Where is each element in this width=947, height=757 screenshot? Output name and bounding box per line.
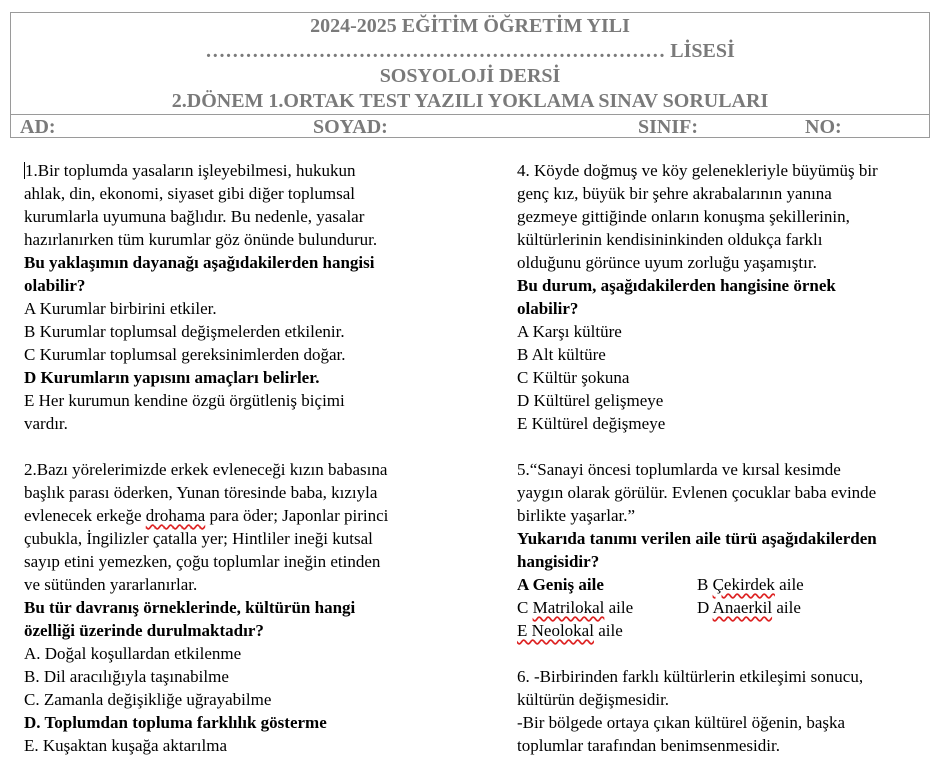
q1-option-a: A Kurumlar birbirini etkiler.: [24, 299, 217, 318]
question-5: [517, 458, 878, 642]
q4-stem-line: genç kız, büyük bir şehre akrabalarının yanına: [517, 184, 832, 203]
q1-stem-line: kurumlarla uyumuna bağlıdır. Bu nedenle, yasalar: [24, 207, 365, 226]
q2-stem-line: ve sütünden yararlanırlar.: [24, 575, 198, 594]
question-4: [517, 159, 878, 435]
question-2: [24, 458, 388, 757]
misspelled-word: Matrilokal: [532, 598, 605, 617]
spacer: [517, 642, 878, 665]
q5-text: aile: [604, 598, 634, 617]
q2-option-e: E. Kuşaktan kuşağa aktarılma: [24, 736, 227, 755]
q2-stem-line: başlık parası öderken, Yunan töresinde baba, kızıyla: [24, 483, 378, 502]
number-label: NO:: [805, 116, 842, 138]
q2-stem-line: 2.Bazı yörelerimizde erkek evleneceği kızın babasına: [24, 460, 388, 479]
spacer: [517, 435, 878, 458]
q4-option-c: C Kültür şokuna: [517, 368, 630, 387]
q4-question-line: olabilir?: [517, 299, 579, 318]
q2-option-d: D. Toplumdan topluma farklılık gösterme: [24, 713, 327, 732]
q1-option-b: B Kurumlar toplumsal değişmelerden etkilenir.: [24, 322, 345, 341]
q6-line: 6. -Birbirinden farklı kültürlerin etkileşimi sonucu,: [517, 667, 864, 686]
misspelled-word: Çekirdek: [712, 575, 775, 594]
misspelled-word: E Neolokal: [517, 621, 594, 640]
q4-question-line: Bu durum, aşağıdakilerden hangisine örnek: [517, 276, 836, 295]
q5-stem-line: birlikte yaşarlar.”: [517, 506, 636, 525]
q4-stem-line: 4. Köyde doğmuş ve köy gelenekleriyle büyümüş bir: [517, 161, 878, 180]
q2-option-a: A. Doğal koşullardan etkilenme: [24, 644, 242, 663]
q4-option-d: D Kültürel gelişmeye: [517, 391, 664, 410]
q5-text: D: [697, 598, 713, 617]
q2-question-line: özelliği üzerinde durulmaktadır?: [24, 621, 264, 640]
surname-label: SOYAD:: [313, 116, 388, 138]
misspelled-word: Anaerkil: [712, 598, 773, 617]
q2-stem-line: çubukla, İngilizler çatalla yer; Hintliler ineği kutsal: [24, 529, 373, 548]
q5-question-line: Yukarıda tanımı verilen aile türü aşağıdakilerden: [517, 529, 877, 548]
q5-options-row-2: [517, 596, 878, 619]
q5-stem-line: 5.“Sanayi öncesi toplumlarda ve kırsal kesimde: [517, 460, 841, 479]
left-column: [24, 159, 388, 757]
q5-text: B: [697, 575, 713, 594]
q6-line: -Bir bölgede ortaya çıkan kültürel öğenin, başka: [517, 713, 846, 732]
q1-stem-text: 1.Bir toplumda yasaların işleyebilmesi, hukukun: [25, 161, 356, 180]
q4-stem-line: kültürlerinin kendisininkinden oldukça farklı: [517, 230, 823, 249]
q2-stem-line: [24, 504, 388, 527]
header-school-year: 2024-2025 EĞİTİM ÖĞRETİM YILI: [310, 15, 630, 37]
q5-option-a: A Geniş aile: [517, 575, 604, 594]
class-label: SINIF:: [638, 116, 699, 138]
header-exam-title: 2.DÖNEM 1.ORTAK TEST YAZILI YOKLAMA SINAV SORULARI: [171, 90, 769, 112]
q1-question-line: Bu yaklaşımın dayanağı aşağıdakilerden hangisi: [24, 253, 375, 272]
q6-line: kültürün değişmesidir.: [517, 690, 670, 709]
q1-option-d: D Kurumların yapısını amaçları belirler.: [24, 368, 320, 387]
q1-question-line: olabilir?: [24, 276, 86, 295]
q1-option-e-cont: vardır.: [24, 414, 68, 433]
q5-options-row-1: [517, 573, 878, 596]
q2-text: evlenecek erkeğe: [24, 506, 146, 525]
q5-stem-line: yaygın olarak görülür. Evlenen çocuklar baba evinde: [517, 483, 877, 502]
q4-stem-line: olduğunu görünce uyum zorluğu yaşamıştır.: [517, 253, 817, 272]
misspelled-word: drohama: [145, 506, 206, 525]
right-column: [517, 159, 878, 757]
q5-option-c: [517, 596, 697, 619]
q5-text: aile: [774, 575, 804, 594]
q4-option-e: E Kültürel değişmeye: [517, 414, 666, 433]
q1-stem-line: [24, 159, 388, 182]
q1-option-c: C Kurumlar toplumsal gereksinimlerden doğar.: [24, 345, 346, 364]
spacer: [24, 435, 388, 458]
q2-question-line: Bu tür davranış örneklerinde, kültürün hangi: [24, 598, 356, 617]
student-info-row: [11, 114, 929, 139]
q1-stem-line: ahlak, din, ekonomi, siyaset gibi diğer toplumsal: [24, 184, 355, 203]
q2-stem-line: sayıp etini yemezken, çoğu toplumlar ineğin etinden: [24, 552, 381, 571]
name-label: AD:: [20, 116, 56, 138]
q2-text: para öder; Japonlar pirinci: [205, 506, 389, 525]
question-1: [24, 159, 388, 435]
q5-text: aile: [772, 598, 801, 617]
q4-stem-line: gezmeye gittiğinde onların konuşma şekillerinin,: [517, 207, 850, 226]
header-school-name: …………………………………………………………… LİSESİ: [205, 40, 735, 62]
q5-option-d: [697, 598, 801, 617]
q6-line: toplumlar tarafından benimsenmesidir.: [517, 736, 780, 755]
q4-option-b: B Alt kültüre: [517, 345, 606, 364]
q5-text: C: [517, 598, 533, 617]
q2-option-b: B. Dil aracılığıyla taşınabilme: [24, 667, 229, 686]
header-course: SOSYOLOJİ DERSİ: [379, 65, 561, 87]
q5-option-b: [697, 575, 804, 594]
q1-option-e: E Her kurumun kendine özgü örgütleniş biçimi: [24, 391, 345, 410]
q4-option-a: A Karşı kültüre: [517, 322, 622, 341]
q5-option-e: [517, 619, 878, 642]
q5-text: aile: [593, 621, 623, 640]
q5-question-line: hangisidir?: [517, 552, 600, 571]
q1-stem-line: hazırlanırken tüm kurumlar göz önünde bulundurur.: [24, 230, 378, 249]
q2-option-c: C. Zamanla değişikliğe uğrayabilme: [24, 690, 272, 709]
exam-header: [10, 12, 930, 138]
question-6: [517, 665, 878, 757]
